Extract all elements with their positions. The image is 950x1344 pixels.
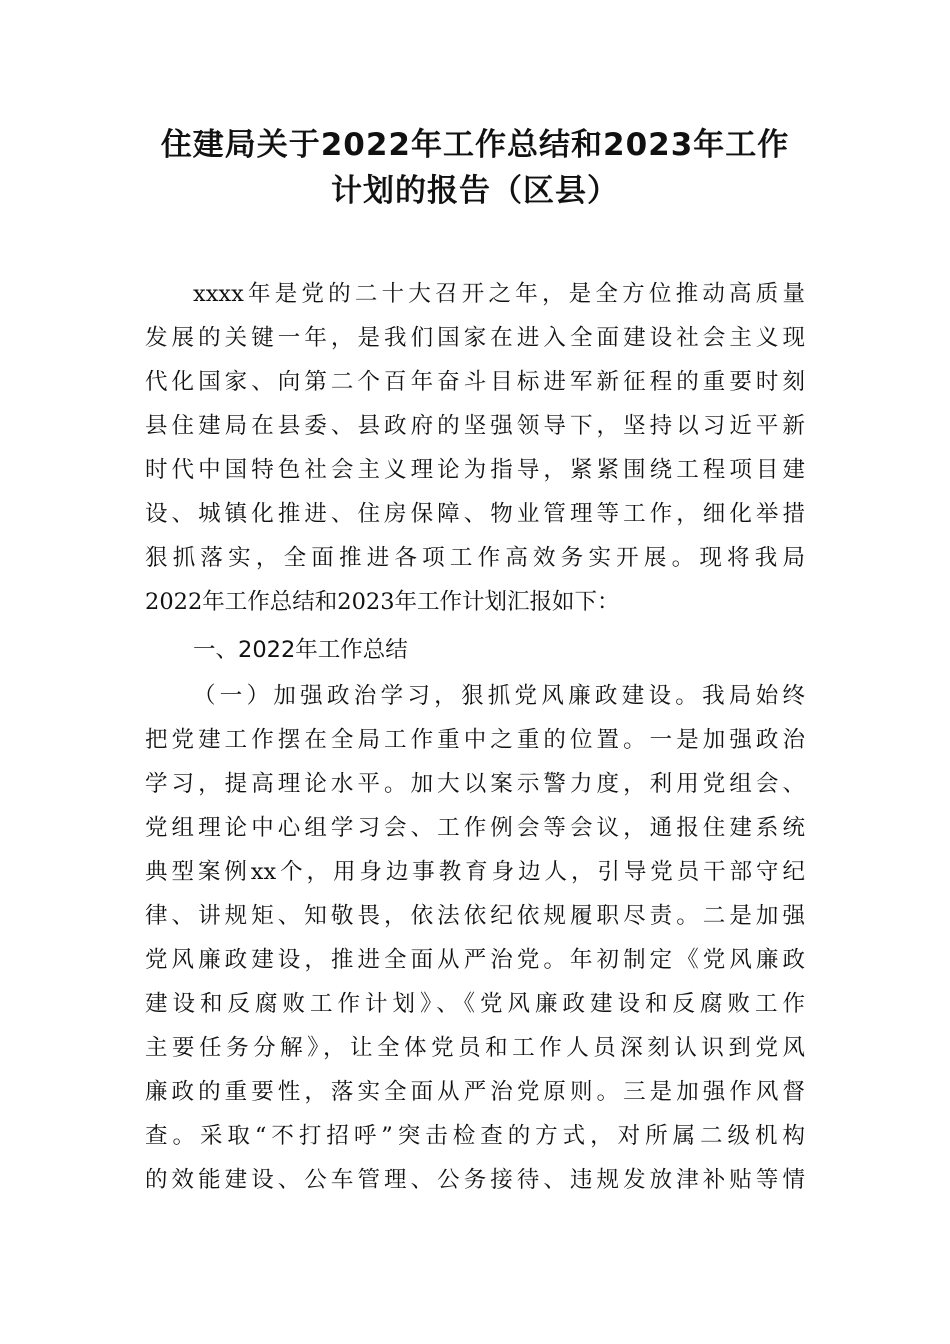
paragraph-line: 时代中国特色社会主义理论为指导，紧紧围绕工程项目建 — [145, 457, 805, 483]
paragraph-line: 代化国家、向第二个百年奋斗目标进军新征程的重要时刻 — [145, 369, 805, 395]
paragraph-line: 把党建工作摆在全局工作重中之重的位置。一是加强政治 — [145, 727, 805, 753]
paragraph-line: 主要任务分解》，让全体党员和工作人员深刻认识到党风 — [145, 1035, 805, 1061]
paragraph-line: 党组理论中心组学习会、工作例会等会议，通报住建系统 — [145, 815, 805, 841]
section-heading: 一、2022年工作总结 — [193, 637, 408, 663]
paragraph-line: 学习，提高理论水平。加大以案示警力度，利用党组会、 — [145, 771, 805, 797]
paragraph-line: 律、讲规矩、知敬畏，依法依纪依规履职尽责。二是加强 — [145, 903, 805, 929]
paragraph-line: 县住建局在县委、县政府的坚强领导下，坚持以习近平新 — [145, 413, 805, 439]
paragraph-line: 典型案例xx个，用身边事教育身边人，引导党员干部守纪 — [145, 859, 805, 885]
paragraph-line: xxxx年是党的二十大召开之年，是全方位推动高质量 — [193, 281, 805, 307]
paragraph-line: 发展的关键一年，是我们国家在进入全面建设社会主义现 — [145, 325, 805, 351]
document-title-line-2: 计划的报告（区县） — [331, 173, 619, 209]
paragraph-line: 设、城镇化推进、住房保障、物业管理等工作，细化举措 — [145, 501, 805, 527]
paragraph-line: 的效能建设、公车管理、公务接待、违规发放津补贴等情 — [145, 1167, 805, 1193]
paragraph-line: 建设和反腐败工作计划》、《党风廉政建设和反腐败工作 — [145, 991, 805, 1017]
paragraph-line: 2022年工作总结和2023年工作计划汇报如下： — [145, 589, 620, 615]
paragraph-line: 党风廉政建设，推进全面从严治党。年初制定《党风廉政 — [145, 947, 805, 973]
paragraph-line: （一）加强政治学习，狠抓党风廉政建设。我局始终 — [193, 683, 805, 709]
document-title-line-1: 住建局关于2022年工作总结和2023年工作 — [160, 127, 790, 163]
paragraph-line: 查。采取“不打招呼”突击检查的方式，对所属二级机构 — [145, 1123, 805, 1149]
paragraph-line: 狠抓落实，全面推进各项工作高效务实开展。现将我局 — [145, 545, 805, 571]
paragraph-line: 廉政的重要性，落实全面从严治党原则。三是加强作风督 — [145, 1079, 805, 1105]
